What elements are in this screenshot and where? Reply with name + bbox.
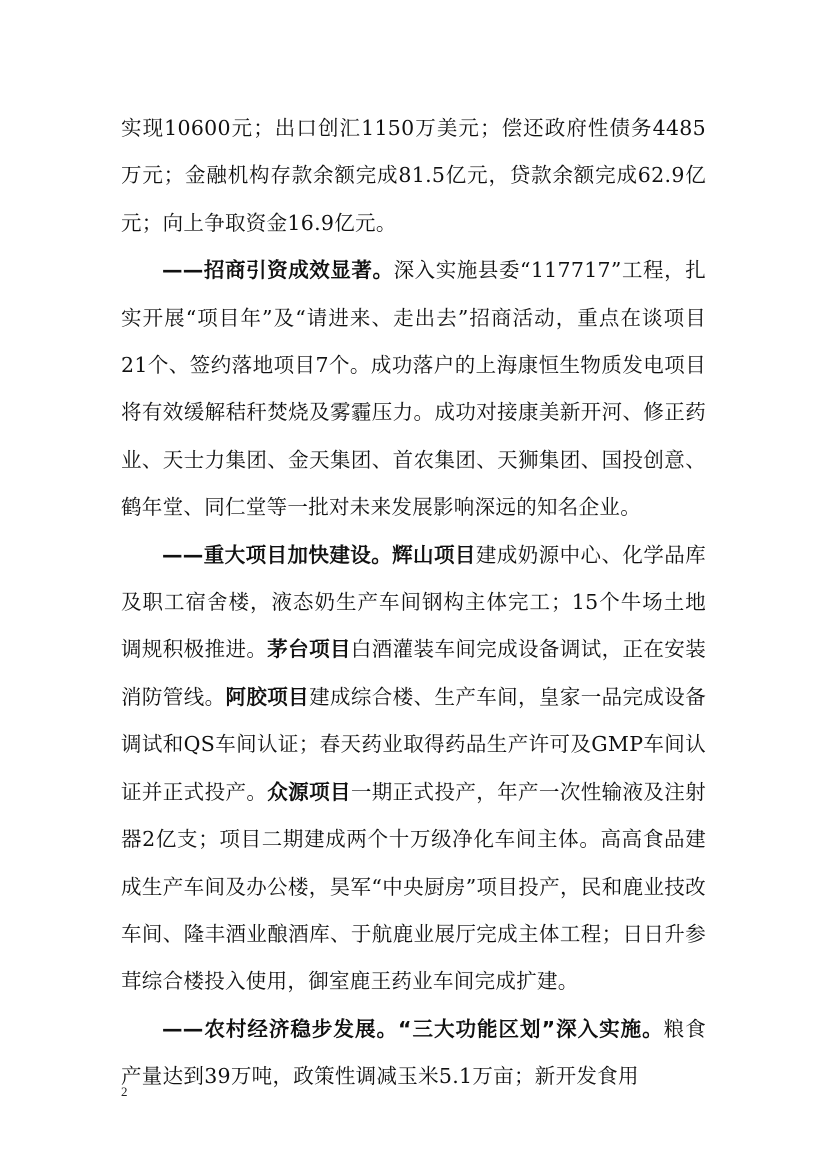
section-heading-rural-economy: ——农村经济稳步发展。“三大功能区划”深入实施。	[162, 1016, 664, 1041]
project-name-zhongyuan: 众源项目	[267, 779, 351, 804]
paragraph-text: 粮食产量达到39万吨，政策性调减玉米5.1万亩；新开发食用	[121, 1016, 706, 1089]
document-body	[121, 105, 706, 1101]
paragraph-rural-economy	[121, 1006, 706, 1101]
project-text-zhongyuan: 一期正式投产，年产一次性输液及注射器2亿支；项目二期建成两个十万级净化车间主体。高高食品建成生产车间及办公楼，昊军“中央厨房”项目投产，民和鹿业技改车间、隆丰酒业酿酒库、于航鹿业展厅完成主体工程；日日升参茸综合楼投入使用，御室鹿王药业车间完成扩建。	[121, 779, 707, 994]
page-number: 2	[121, 1084, 128, 1099]
project-text-huishan: 建成奶源中心、化学品库及职工宿舍楼，液态奶生产车间钢构主体完工；15个牛场土地调规积极推进。	[121, 542, 706, 662]
paragraph-text: 实现10600元；出口创汇1150万美元；偿还政府性债务4485万元；金融机构存款余额完成81.5亿元，贷款余额完成62.9亿元；向上争取资金16.9亿元。	[121, 116, 706, 235]
project-name-maotai: 茅台项目	[267, 637, 351, 662]
project-text-maotai: 白酒灌装车间完成设备调试，正在安装消防管线。	[121, 637, 707, 709]
paragraph-major-projects	[121, 532, 706, 1006]
project-name-ejiao: 阿胶项目	[225, 684, 310, 709]
paragraph-investment	[121, 247, 706, 531]
section-heading-investment: ——招商引资成效显著。	[162, 258, 394, 283]
project-text-ejiao: 建成综合楼、生产车间，皇家一品完成设备调试和QS车间认证；春天药业取得药品生产许可及GMP车间认证并正式投产。	[121, 684, 707, 804]
section-heading-major-projects: ——重大项目加快建设。	[162, 542, 393, 567]
paragraph-economic-indicators	[121, 105, 706, 247]
project-name-huishan: 辉山项目	[392, 542, 476, 567]
paragraph-text: 深入实施县委“117717”工程，扎实开展“项目年”及“请进来、走出去”招商活动，重点在谈项目21个、签约落地项目7个。成功落户的上海康恒生物质发电项目将有效缓解秸秆焚烧及雾霾压力。成功对接康美新开河、修正药业、天士力集团、金天集团、首农集团、天狮集团、国投创意、鹤年堂、同仁堂等一批对未来发展影响深远的知名企业。	[121, 258, 706, 520]
